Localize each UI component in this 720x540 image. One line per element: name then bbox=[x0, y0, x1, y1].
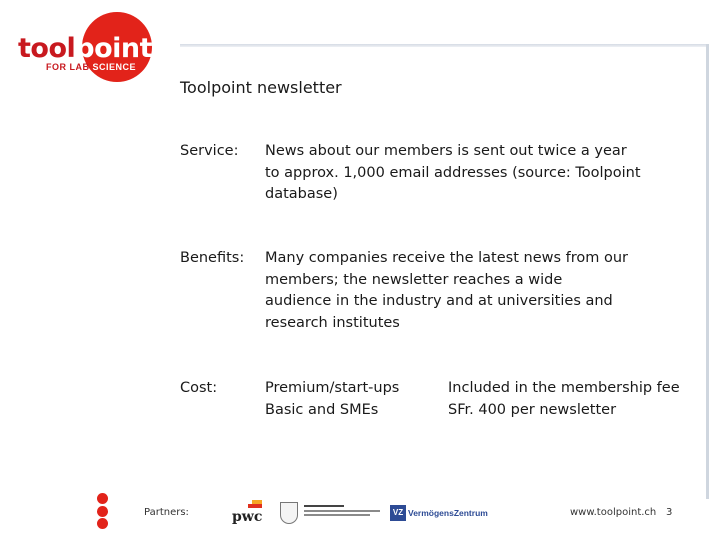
logo-word-light: point bbox=[75, 33, 153, 64]
logo-tag-dark: FOR LAB bbox=[46, 62, 90, 72]
cost-tier: Premium/start-ups bbox=[265, 380, 400, 396]
logo-tagline bbox=[46, 62, 136, 72]
frame-top-line bbox=[180, 44, 708, 47]
page-number: 3 bbox=[666, 507, 673, 518]
pwc-wordmark: pwc bbox=[232, 509, 263, 525]
logo-wordmark bbox=[18, 34, 152, 64]
decorative-dots bbox=[97, 493, 109, 531]
cost-prices bbox=[448, 378, 680, 421]
service-line: database) bbox=[265, 186, 338, 202]
slide-title: Toolpoint newsletter bbox=[180, 78, 342, 97]
cost-tiers bbox=[265, 378, 435, 421]
kanton-text-lines bbox=[304, 505, 380, 519]
vz-badge: VZ bbox=[390, 505, 406, 521]
red-dot bbox=[97, 506, 108, 517]
partners-label: Partners: bbox=[144, 507, 189, 518]
cost-tier: Basic and SMEs bbox=[265, 401, 379, 418]
red-dot bbox=[97, 493, 108, 504]
crest-icon bbox=[280, 502, 298, 524]
toolpoint-logo bbox=[18, 12, 153, 84]
logo-word-dark: tool bbox=[18, 33, 76, 64]
red-dot bbox=[97, 518, 108, 529]
benefits-label: Benefits: bbox=[180, 250, 245, 266]
benefits-description bbox=[265, 248, 665, 334]
logo-tag-light: SCIENCE bbox=[89, 62, 137, 72]
frame-right-line bbox=[706, 44, 709, 499]
service-line: News about our members is sent out twice a year bbox=[265, 143, 627, 159]
service-description bbox=[265, 141, 665, 206]
benefits-line: research institutes bbox=[265, 314, 400, 331]
benefits-line: members; the newsletter reaches a wide bbox=[265, 271, 563, 288]
benefits-line: Many companies receive the latest news from our bbox=[265, 250, 629, 266]
kanton-zurich-logo bbox=[280, 500, 382, 526]
cost-price: Included in the membership fee bbox=[448, 380, 680, 396]
service-line: to approx. 1,000 email addresses (source: Toolpoint bbox=[265, 164, 641, 181]
benefits-line: audience in the industry and at universities and bbox=[265, 293, 613, 309]
cost-price: SFr. 400 per newsletter bbox=[448, 401, 617, 418]
vz-wordmark: VermögensZentrum bbox=[408, 508, 488, 518]
vz-logo bbox=[390, 500, 488, 526]
cost-label: Cost: bbox=[180, 380, 218, 396]
service-label: Service: bbox=[180, 143, 239, 159]
pwc-logo bbox=[232, 500, 266, 526]
website-link[interactable]: www.toolpoint.ch bbox=[570, 507, 657, 518]
